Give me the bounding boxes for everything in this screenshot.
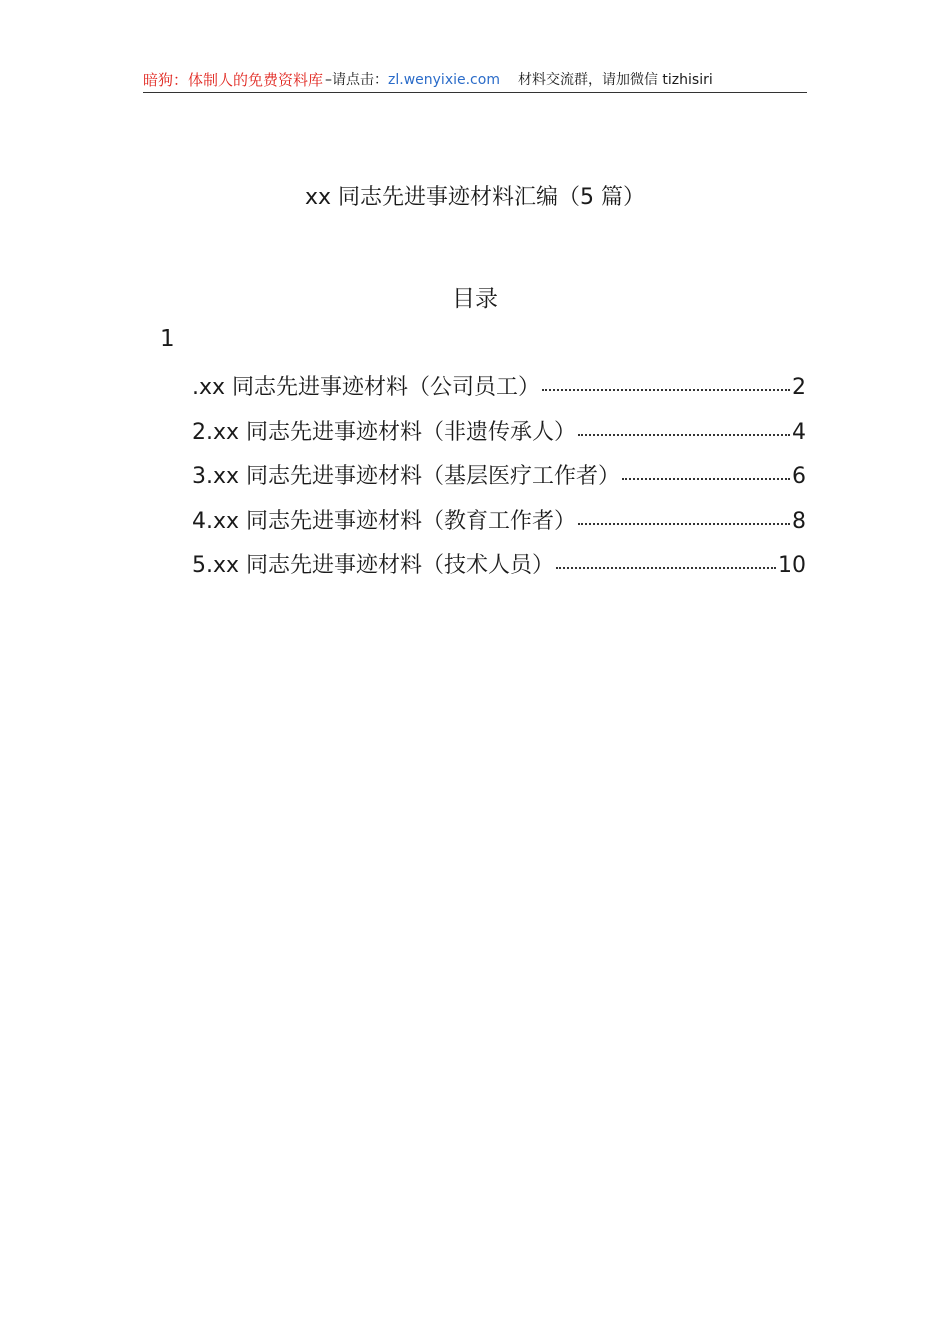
toc-entry[interactable] [192, 459, 806, 504]
toc-entry-label: 3.xx 同志先进事迹材料（基层医疗工作者） [192, 464, 621, 490]
toc-entry-label: .xx 同志先进事迹材料（公司员工） [192, 375, 541, 400]
page-header [143, 68, 807, 93]
toc-leader-dots [578, 523, 790, 525]
toc-stray-number: 1 [160, 326, 175, 352]
header-group-text: 材料交流群，请加微信 tizhisiri [517, 72, 713, 88]
toc-leader-dots [556, 567, 776, 569]
table-of-contents [192, 370, 806, 593]
toc-leader-dots [578, 434, 790, 436]
toc-leader-dots [542, 389, 790, 391]
toc-entry[interactable] [192, 370, 806, 415]
toc-entry[interactable] [192, 504, 806, 549]
header-url-link[interactable]: zl.wenyixie.com [388, 72, 500, 88]
toc-heading: 目录 [452, 286, 498, 312]
header-click-prefix: –请点击： [325, 72, 389, 88]
toc-entry-page: 10 [778, 553, 806, 579]
header-site-name: 暗狗：体制人的免费资料库 [143, 71, 324, 89]
toc-entry-page: 4 [792, 419, 806, 445]
toc-entry-page: 2 [792, 375, 806, 400]
toc-entry-page: 8 [792, 508, 806, 534]
toc-entry[interactable] [192, 415, 806, 460]
document-title: xx 同志先进事迹材料汇编（5 篇） [304, 185, 646, 210]
toc-entry[interactable] [192, 548, 806, 593]
toc-entry-page: 6 [792, 464, 806, 490]
toc-leader-dots [622, 478, 790, 480]
toc-entry-label: 4.xx 同志先进事迹材料（教育工作者） [192, 508, 577, 534]
toc-entry-label: 5.xx 同志先进事迹材料（技术人员） [192, 553, 555, 579]
toc-entry-label: 2.xx 同志先进事迹材料（非遗传承人） [192, 419, 577, 445]
